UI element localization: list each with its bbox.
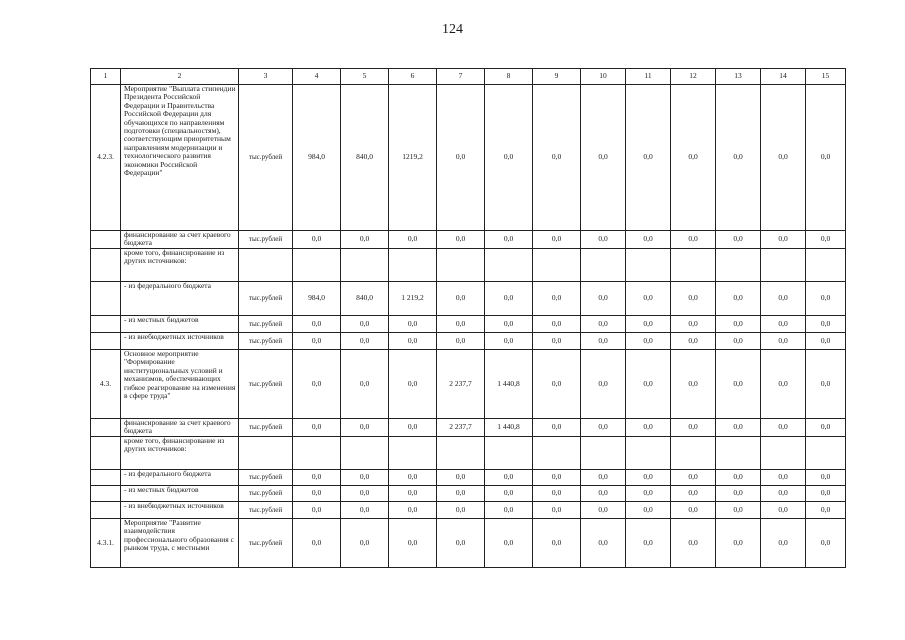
value-cell	[806, 436, 846, 469]
header-row	[91, 69, 846, 85]
unit-cell: тыс.рублей	[239, 419, 293, 437]
value-cell: 0,0	[716, 518, 761, 567]
value-cell: 0,0	[716, 333, 761, 350]
value-cell: 0,0	[626, 231, 671, 249]
value-cell: 0,0	[533, 316, 581, 333]
unit-cell: тыс.рублей	[239, 85, 293, 231]
description-cell: кроме того, финансирование из других источников:	[121, 249, 239, 282]
value-cell: 0,0	[581, 518, 626, 567]
value-cell: 0,0	[806, 501, 846, 518]
value-cell: 984,0	[293, 85, 341, 231]
unit-cell: тыс.рублей	[239, 501, 293, 518]
column-header: 12	[671, 69, 716, 85]
value-cell: 0,0	[716, 485, 761, 501]
value-cell: 0,0	[533, 501, 581, 518]
value-cell: 0,0	[806, 231, 846, 249]
description-cell: Основное мероприятие "Формирование институциональных условий и механизмов, обеспечивающих гибкое реагирование на изменения в сфере труда"	[121, 350, 239, 419]
value-cell: 0,0	[437, 333, 485, 350]
column-header: 10	[581, 69, 626, 85]
value-cell: 0,0	[761, 518, 806, 567]
value-cell: 0,0	[626, 469, 671, 485]
value-cell: 0,0	[671, 85, 716, 231]
row-number-cell	[91, 333, 121, 350]
description-cell: - из федерального бюджета	[121, 469, 239, 485]
value-cell: 0,0	[293, 518, 341, 567]
column-header: 1	[91, 69, 121, 85]
row-number-cell	[91, 249, 121, 282]
description-cell: финансирование за счет краевого бюджета	[121, 419, 239, 437]
value-cell: 0,0	[341, 231, 389, 249]
value-cell: 0,0	[761, 485, 806, 501]
value-cell: 0,0	[389, 485, 437, 501]
value-cell: 0,0	[341, 350, 389, 419]
value-cell	[806, 249, 846, 282]
column-header: 5	[341, 69, 389, 85]
value-cell: 0,0	[485, 518, 533, 567]
value-cell: 0,0	[716, 282, 761, 316]
description-cell: - из местных бюджетов	[121, 316, 239, 333]
value-cell: 0,0	[341, 316, 389, 333]
value-cell: 0,0	[437, 316, 485, 333]
unit-cell: тыс.рублей	[239, 333, 293, 350]
table-row	[91, 419, 846, 437]
row-number-cell: 4.2.3.	[91, 85, 121, 231]
value-cell: 1 440,8	[485, 419, 533, 437]
row-number-cell	[91, 436, 121, 469]
value-cell: 0,0	[806, 469, 846, 485]
value-cell: 0,0	[533, 85, 581, 231]
value-cell: 0,0	[485, 231, 533, 249]
value-cell	[626, 436, 671, 469]
value-cell: 0,0	[437, 282, 485, 316]
value-cell: 0,0	[671, 333, 716, 350]
row-number-cell: 4.3.	[91, 350, 121, 419]
table-row	[91, 333, 846, 350]
value-cell: 0,0	[716, 231, 761, 249]
value-cell	[671, 249, 716, 282]
unit-cell: тыс.рублей	[239, 469, 293, 485]
page-number: 124	[442, 22, 463, 37]
row-number-cell	[91, 485, 121, 501]
value-cell: 0,0	[533, 419, 581, 437]
table-row	[91, 436, 846, 469]
value-cell: 0,0	[437, 518, 485, 567]
value-cell: 0,0	[437, 85, 485, 231]
table-row	[91, 231, 846, 249]
value-cell	[485, 249, 533, 282]
value-cell: 0,0	[581, 333, 626, 350]
value-cell: 0,0	[761, 350, 806, 419]
description-cell: - из внебюджетных источников	[121, 333, 239, 350]
value-cell: 0,0	[806, 282, 846, 316]
description-cell: Мероприятие "Развитие взаимодействия профессионального образования с рынком труда, с местными	[121, 518, 239, 567]
row-number-cell	[91, 316, 121, 333]
value-cell: 0,0	[626, 333, 671, 350]
column-header: 8	[485, 69, 533, 85]
value-cell: 0,0	[341, 419, 389, 437]
column-header: 13	[716, 69, 761, 85]
value-cell: 0,0	[389, 419, 437, 437]
column-header: 3	[239, 69, 293, 85]
value-cell: 0,0	[581, 501, 626, 518]
value-cell	[389, 436, 437, 469]
value-cell: 0,0	[485, 316, 533, 333]
value-cell: 0,0	[626, 282, 671, 316]
column-header: 4	[293, 69, 341, 85]
value-cell: 0,0	[533, 231, 581, 249]
column-header: 9	[533, 69, 581, 85]
value-cell: 0,0	[671, 316, 716, 333]
column-header: 2	[121, 69, 239, 85]
value-cell: 0,0	[293, 333, 341, 350]
value-cell: 0,0	[341, 518, 389, 567]
value-cell: 0,0	[533, 333, 581, 350]
value-cell	[533, 249, 581, 282]
value-cell: 0,0	[341, 333, 389, 350]
unit-cell: тыс.рублей	[239, 485, 293, 501]
value-cell: 0,0	[293, 501, 341, 518]
value-cell: 1 440,8	[485, 350, 533, 419]
value-cell	[533, 436, 581, 469]
value-cell: 0,0	[581, 350, 626, 419]
value-cell: 0,0	[761, 333, 806, 350]
value-cell: 0,0	[293, 231, 341, 249]
value-cell: 0,0	[806, 333, 846, 350]
value-cell: 2 237,7	[437, 419, 485, 437]
value-cell: 2 237,7	[437, 350, 485, 419]
value-cell: 0,0	[626, 501, 671, 518]
value-cell: 0,0	[716, 316, 761, 333]
value-cell: 0,0	[716, 501, 761, 518]
value-cell: 1219,2	[389, 85, 437, 231]
description-cell: Мероприятие "Выплата стипендии Президента Российской Федерации и Правительства Российской Федерации для обучающихся по направлениям подготовки (специальностям), соответствующим приоритетным направлениям модернизации и технологического развития экономики Российской Федерации"	[121, 85, 239, 231]
column-header: 15	[806, 69, 846, 85]
value-cell: 0,0	[341, 485, 389, 501]
table-row	[91, 485, 846, 501]
value-cell: 0,0	[533, 282, 581, 316]
value-cell	[341, 436, 389, 469]
value-cell	[626, 249, 671, 282]
table-row	[91, 249, 846, 282]
value-cell: 0,0	[437, 501, 485, 518]
value-cell: 0,0	[806, 350, 846, 419]
value-cell: 0,0	[389, 501, 437, 518]
table-row	[91, 518, 846, 567]
unit-cell: тыс.рублей	[239, 316, 293, 333]
value-cell: 0,0	[806, 316, 846, 333]
unit-cell: тыс.рублей	[239, 282, 293, 316]
value-cell: 0,0	[671, 350, 716, 419]
value-cell: 0,0	[716, 350, 761, 419]
value-cell: 0,0	[293, 469, 341, 485]
value-cell	[761, 436, 806, 469]
row-number-cell	[91, 419, 121, 437]
value-cell: 0,0	[437, 231, 485, 249]
row-number-cell	[91, 282, 121, 316]
value-cell: 0,0	[581, 419, 626, 437]
value-cell: 0,0	[389, 350, 437, 419]
value-cell: 0,0	[761, 419, 806, 437]
column-header: 11	[626, 69, 671, 85]
value-cell: 0,0	[581, 469, 626, 485]
value-cell: 0,0	[485, 282, 533, 316]
value-cell: 0,0	[761, 231, 806, 249]
value-cell: 0,0	[761, 85, 806, 231]
value-cell	[581, 436, 626, 469]
value-cell	[581, 249, 626, 282]
value-cell: 0,0	[389, 231, 437, 249]
description-cell: - из внебюджетных источников	[121, 501, 239, 518]
value-cell: 0,0	[293, 316, 341, 333]
value-cell: 0,0	[806, 85, 846, 231]
value-cell: 0,0	[341, 501, 389, 518]
value-cell: 0,0	[581, 282, 626, 316]
value-cell: 0,0	[581, 485, 626, 501]
value-cell: 0,0	[533, 518, 581, 567]
unit-cell	[239, 249, 293, 282]
column-header: 6	[389, 69, 437, 85]
value-cell: 840,0	[341, 282, 389, 316]
unit-cell: тыс.рублей	[239, 518, 293, 567]
unit-cell: тыс.рублей	[239, 350, 293, 419]
value-cell: 0,0	[716, 85, 761, 231]
value-cell: 0,0	[761, 282, 806, 316]
value-cell	[716, 436, 761, 469]
value-cell: 0,0	[437, 469, 485, 485]
value-cell: 0,0	[671, 485, 716, 501]
value-cell: 0,0	[806, 485, 846, 501]
value-cell: 0,0	[806, 518, 846, 567]
value-cell: 0,0	[485, 469, 533, 485]
table-row	[91, 501, 846, 518]
value-cell	[389, 249, 437, 282]
value-cell	[341, 249, 389, 282]
value-cell: 0,0	[437, 485, 485, 501]
value-cell: 0,0	[671, 419, 716, 437]
value-cell: 0,0	[671, 231, 716, 249]
value-cell: 0,0	[626, 316, 671, 333]
value-cell: 984,0	[293, 282, 341, 316]
value-cell: 0,0	[293, 419, 341, 437]
unit-cell: тыс.рублей	[239, 231, 293, 249]
description-cell: финансирование за счет краевого бюджета	[121, 231, 239, 249]
row-number-cell	[91, 231, 121, 249]
table-row	[91, 85, 846, 231]
value-cell: 0,0	[716, 419, 761, 437]
value-cell: 0,0	[626, 485, 671, 501]
value-cell: 0,0	[389, 518, 437, 567]
table-row	[91, 469, 846, 485]
value-cell: 0,0	[293, 350, 341, 419]
description-cell: кроме того, финансирование из других источников:	[121, 436, 239, 469]
value-cell: 0,0	[485, 485, 533, 501]
value-cell: 0,0	[671, 282, 716, 316]
value-cell: 0,0	[293, 485, 341, 501]
value-cell: 0,0	[389, 316, 437, 333]
value-cell: 0,0	[581, 85, 626, 231]
value-cell: 0,0	[671, 518, 716, 567]
value-cell: 0,0	[485, 333, 533, 350]
column-header: 14	[761, 69, 806, 85]
row-number-cell: 4.3.1.	[91, 518, 121, 567]
value-cell: 0,0	[341, 469, 389, 485]
value-cell: 0,0	[671, 469, 716, 485]
table-row	[91, 350, 846, 419]
unit-cell	[239, 436, 293, 469]
value-cell: 0,0	[485, 501, 533, 518]
table-row	[91, 316, 846, 333]
value-cell: 0,0	[761, 501, 806, 518]
table-row	[91, 282, 846, 316]
value-cell	[716, 249, 761, 282]
value-cell: 0,0	[626, 419, 671, 437]
value-cell: 0,0	[626, 85, 671, 231]
value-cell	[437, 249, 485, 282]
value-cell: 0,0	[533, 469, 581, 485]
value-cell	[761, 249, 806, 282]
description-cell: - из местных бюджетов	[121, 485, 239, 501]
value-cell: 0,0	[533, 485, 581, 501]
value-cell	[485, 436, 533, 469]
value-cell: 0,0	[761, 316, 806, 333]
value-cell: 0,0	[626, 518, 671, 567]
value-cell: 1 219,2	[389, 282, 437, 316]
value-cell: 0,0	[671, 501, 716, 518]
value-cell	[293, 249, 341, 282]
value-cell: 840,0	[341, 85, 389, 231]
value-cell: 0,0	[626, 350, 671, 419]
value-cell: 0,0	[533, 350, 581, 419]
value-cell: 0,0	[389, 333, 437, 350]
value-cell: 0,0	[581, 316, 626, 333]
value-cell: 0,0	[485, 85, 533, 231]
column-header: 7	[437, 69, 485, 85]
value-cell: 0,0	[581, 231, 626, 249]
description-cell: - из федерального бюджета	[121, 282, 239, 316]
value-cell	[293, 436, 341, 469]
value-cell	[437, 436, 485, 469]
value-cell: 0,0	[806, 419, 846, 437]
value-cell: 0,0	[389, 469, 437, 485]
budget-table	[90, 68, 846, 568]
value-cell: 0,0	[716, 469, 761, 485]
value-cell: 0,0	[761, 469, 806, 485]
row-number-cell	[91, 501, 121, 518]
row-number-cell	[91, 469, 121, 485]
value-cell	[671, 436, 716, 469]
